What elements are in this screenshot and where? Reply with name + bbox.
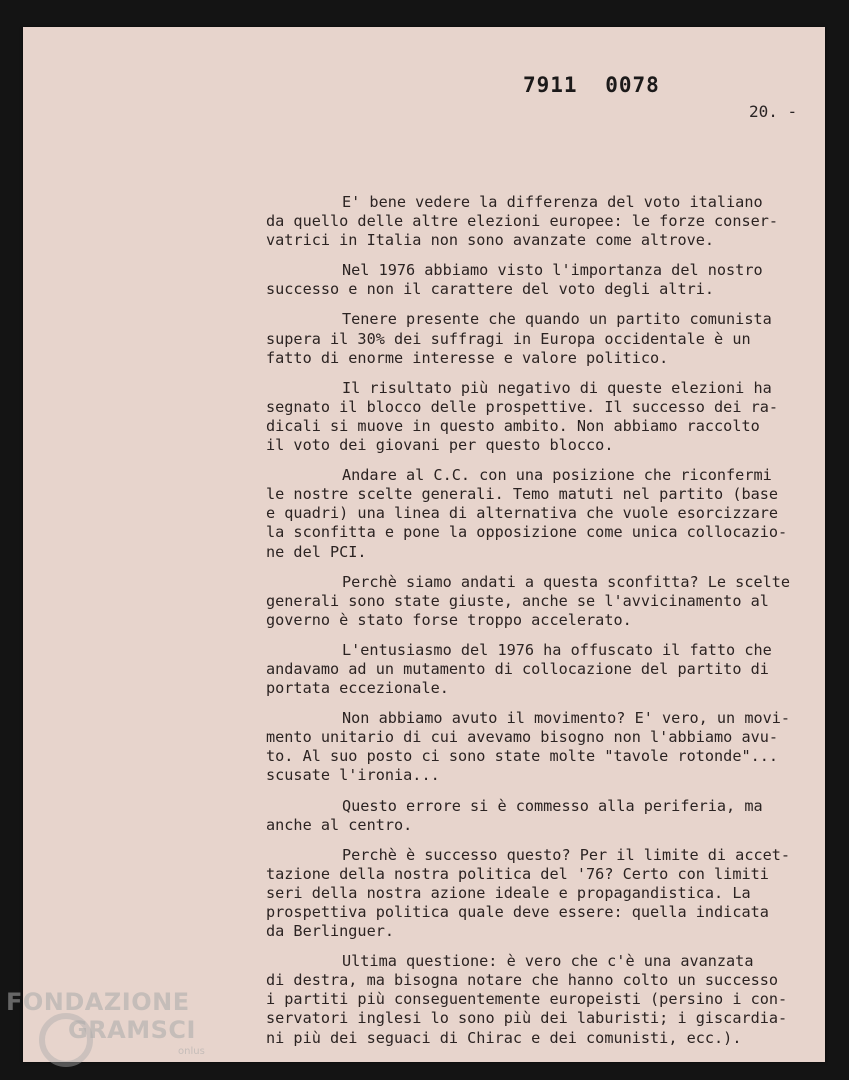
text-line: mento unitario di cui avevamo bisogno non l'abbiamo avu- [266, 728, 779, 747]
text-line: portata eccezionale. [266, 679, 449, 698]
text-line: andavamo ad un mutamento di collocazione del partito di [266, 659, 769, 678]
text-line: E' bene vedere la differenza del voto italiano [342, 193, 763, 211]
text-line: governo è stato forse troppo accelerato. [266, 610, 632, 629]
paragraph [266, 952, 836, 1047]
text-line: L'entusiasmo del 1976 ha offuscato il fatto che [342, 640, 772, 659]
text-line: di destra, ma bisogna notare che hanno colto un successo [266, 971, 779, 990]
text-line: Tenere presente che quando un partito comunista [342, 310, 772, 329]
text-line: Il risultato più negativo di queste elezioni ha [342, 378, 772, 397]
archive-stamp: 7911 0078 [523, 73, 660, 97]
text-line: successo e non il carattere del voto degli altri. [266, 280, 715, 299]
text-line: ne del PCI. [266, 542, 367, 561]
paragraph [266, 797, 836, 835]
text-line: le nostre scelte generali. Temo matuti nel partito (base [266, 485, 779, 504]
document-page [23, 27, 825, 1062]
text-line: to. Al suo posto ci sono state molte "tavole rotonde"... [266, 747, 779, 766]
page-number: 20. - [749, 102, 798, 121]
paragraph [266, 846, 836, 941]
text-line: supera il 30% dei suffragi in Europa occidentale è un [266, 329, 751, 348]
text-line: tazione della nostra politica del '76? Certo con limiti [266, 864, 769, 883]
text-line: dicali si muove in questo ambito. Non abbiamo raccolto [266, 416, 760, 435]
paragraph [266, 310, 836, 367]
text-line: Nel 1976 abbiamo visto l'importanza del nostro [342, 261, 763, 280]
text-line: anche al centro. [266, 815, 413, 834]
text-line: da Berlinguer. [266, 922, 395, 941]
text-line: il voto dei giovani per questo blocco. [266, 436, 614, 455]
text-line: vatrici in Italia non sono avanzate come altrove. [266, 231, 715, 250]
paragraph [266, 573, 836, 630]
text-line: da quello delle altre elezioni europee: le forze conser- [266, 212, 779, 231]
text-line: generali sono state giuste, anche se l'avvicinamento al [266, 591, 769, 610]
text-line: Non abbiamo avuto il movimento? E' vero, un movi- [342, 709, 791, 728]
paragraph [266, 466, 836, 561]
text-line: seri della nostra azione ideale e propagandistica. La [266, 883, 751, 902]
fondazione-gramsci-watermark [6, 988, 216, 1078]
paragraph [266, 379, 836, 455]
text-line: la sconfitta e pone la opposizione come unica collocazio- [266, 523, 788, 542]
text-line: fatto di enorme interesse e valore politico. [266, 348, 669, 367]
text-line: scusate l'ironia... [266, 766, 440, 785]
text-line: Ultima questione: è vero che c'è una avanzata [342, 952, 754, 971]
typewritten-body [266, 193, 836, 1059]
watermark-line1: FONDAZIONE [6, 988, 190, 1016]
text-line: Perchè è successo questo? Per il limite di accet- [342, 845, 791, 864]
paragraph [266, 261, 836, 299]
text-line: Andare al C.C. con una posizione che riconfermi [342, 466, 772, 485]
text-line: segnato il blocco delle prospettive. Il successo dei ra- [266, 397, 779, 416]
paragraph [266, 193, 836, 250]
text-line: i partiti più conseguentemente europeisti (persino i con- [266, 990, 788, 1009]
text-line: servatori inglesi lo sono più dei laburisti; i giscardia- [266, 1009, 788, 1028]
paragraph [266, 709, 836, 785]
text-line: prospettiva politica quale deve essere: quella indicata [266, 903, 769, 921]
text-line: Questo errore si è commesso alla periferia, ma [342, 796, 763, 815]
watermark-line2: GRAMSCI [68, 1016, 196, 1044]
text-line: ni più dei seguaci di Chirac e dei comunisti, ecc.). [266, 1028, 742, 1047]
text-line: Perchè siamo andati a questa sconfitta? Le scelte [342, 572, 791, 591]
text-line: e quadri) una linea di alternativa che vuole esorcizzare [266, 504, 779, 523]
watermark-sub: onlus [178, 1046, 205, 1057]
paragraph [266, 641, 836, 698]
